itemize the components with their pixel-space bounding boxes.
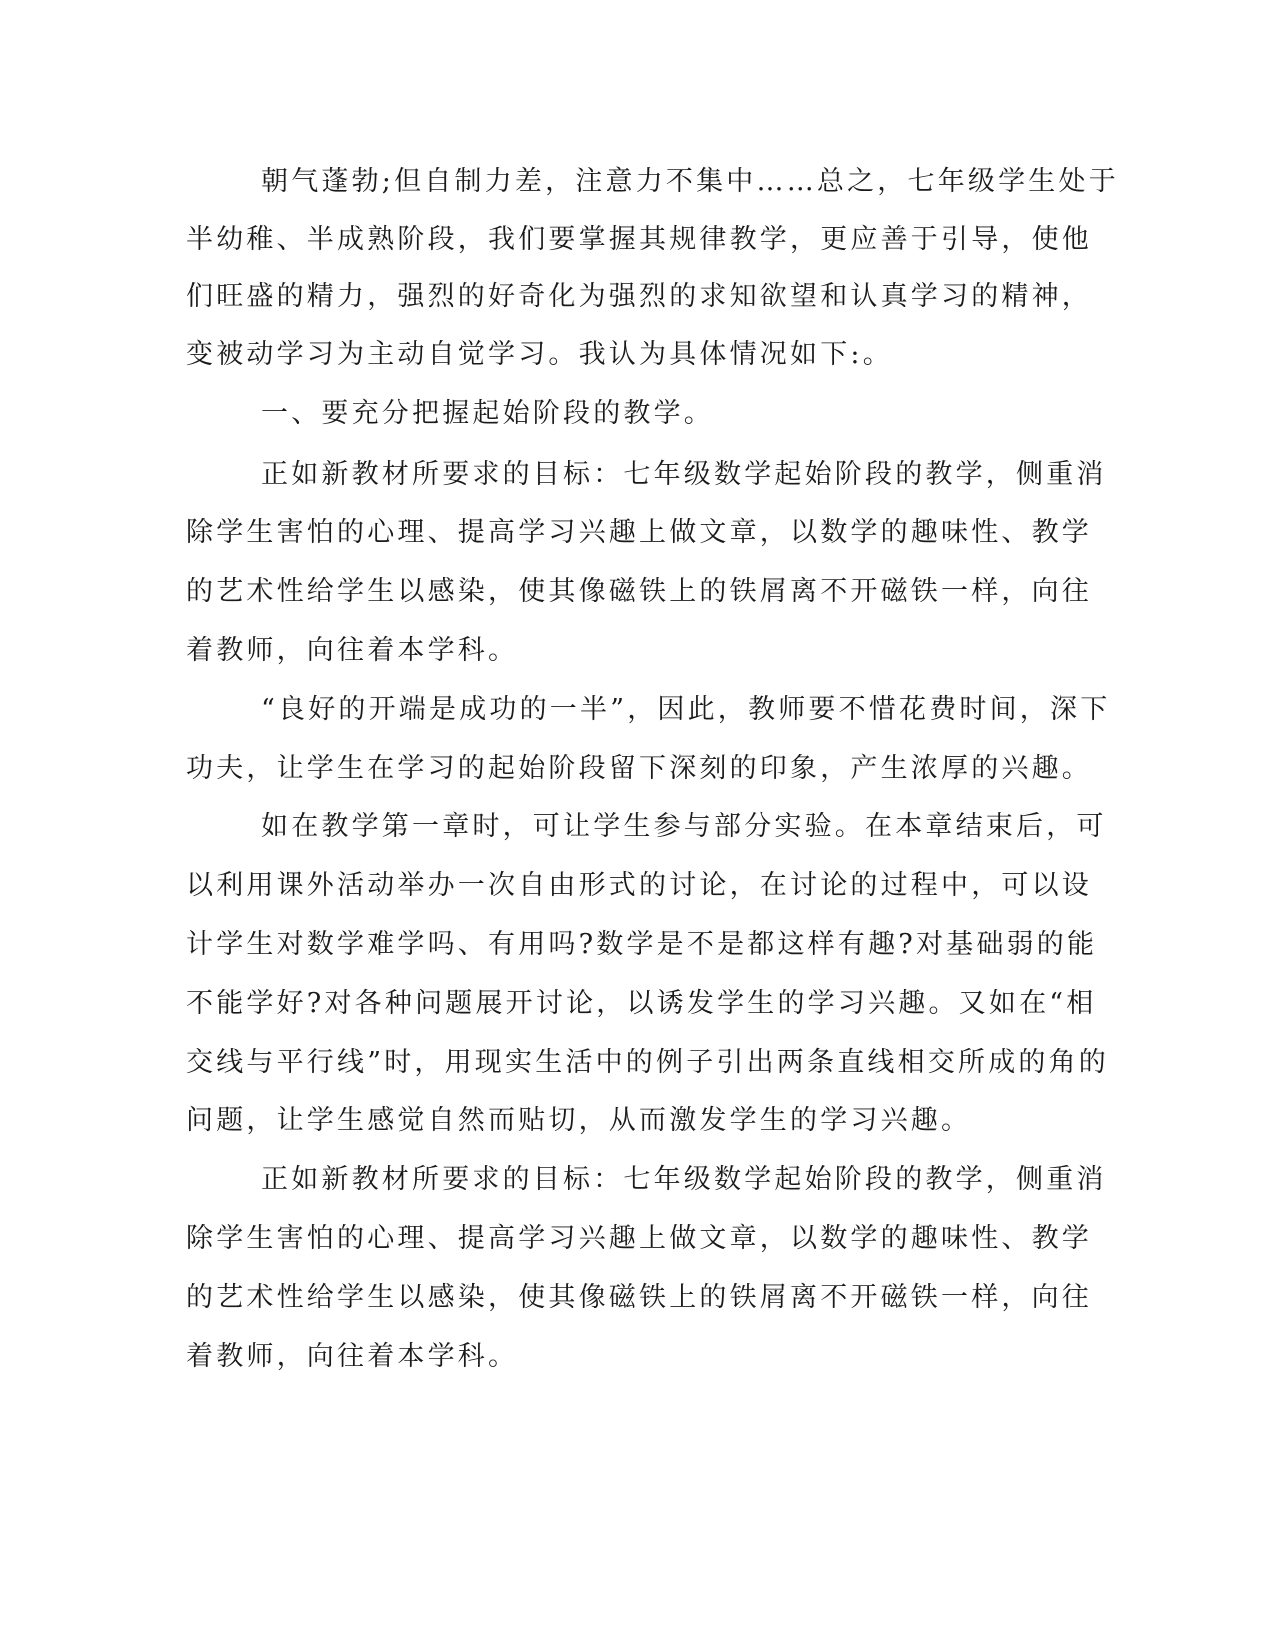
section-heading: 一、要充分把握起始阶段的教学。 xyxy=(261,398,714,429)
text-line: 以利用课外活动举办一次自由形式的讨论，在讨论的过程中，可以设 xyxy=(186,870,1092,901)
text-line: 除学生害怕的心理、提高学习兴趣上做文章，以数学的趣味性、教学 xyxy=(186,517,1092,548)
text-line: 不能学好?对各种问题展开讨论，以诱发学生的学习兴趣。又如在“相 xyxy=(186,988,1097,1019)
text-line: 变被动学习为主动自觉学习。我认为具体情况如下:。 xyxy=(186,339,893,370)
text-line: 功夫，让学生在学习的起始阶段留下深刻的印象，产生浓厚的兴趣。 xyxy=(186,753,1092,784)
text-line: 着教师，向往着本学科。 xyxy=(186,1341,519,1372)
text-line: 们旺盛的精力，强烈的好奇化为强烈的求知欲望和认真学习的精神， xyxy=(186,281,1092,312)
text-line: 的艺术性给学生以感染，使其像磁铁上的铁屑离不开磁铁一样，向往 xyxy=(186,1282,1092,1313)
text-line: 除学生害怕的心理、提高学习兴趣上做文章，以数学的趣味性、教学 xyxy=(186,1223,1092,1254)
text-line: 问题，让学生感觉自然而贴切，从而激发学生的学习兴趣。 xyxy=(186,1105,972,1136)
text-line: 计学生对数学难学吗、有用吗?数学是不是都这样有趣?对基础弱的能 xyxy=(186,929,1098,960)
text-line: 着教师，向往着本学科。 xyxy=(186,635,519,666)
text-line: 朝气蓬勃;但自制力差，注意力不集中……总之，七年级学生处于 xyxy=(261,166,1119,197)
text-line: 正如新教材所要求的目标：七年级数学起始阶段的教学，侧重消 xyxy=(261,1164,1107,1195)
text-line: 半幼稚、半成熟阶段，我们要掌握其规律教学，更应善于引导，使他 xyxy=(186,224,1092,255)
text-line: “良好的开端是成功的一半”，因此，教师要不惜花费时间，深下 xyxy=(261,694,1111,725)
text-line: 的艺术性给学生以感染，使其像磁铁上的铁屑离不开磁铁一样，向往 xyxy=(186,576,1092,607)
text-line: 如在教学第一章时，可让学生参与部分实验。在本章结束后，可 xyxy=(261,811,1107,842)
text-line: 正如新教材所要求的目标：七年级数学起始阶段的教学，侧重消 xyxy=(261,459,1107,490)
text-line: 交线与平行线”时，用现实生活中的例子引出两条直线相交所成的角的 xyxy=(186,1047,1110,1078)
